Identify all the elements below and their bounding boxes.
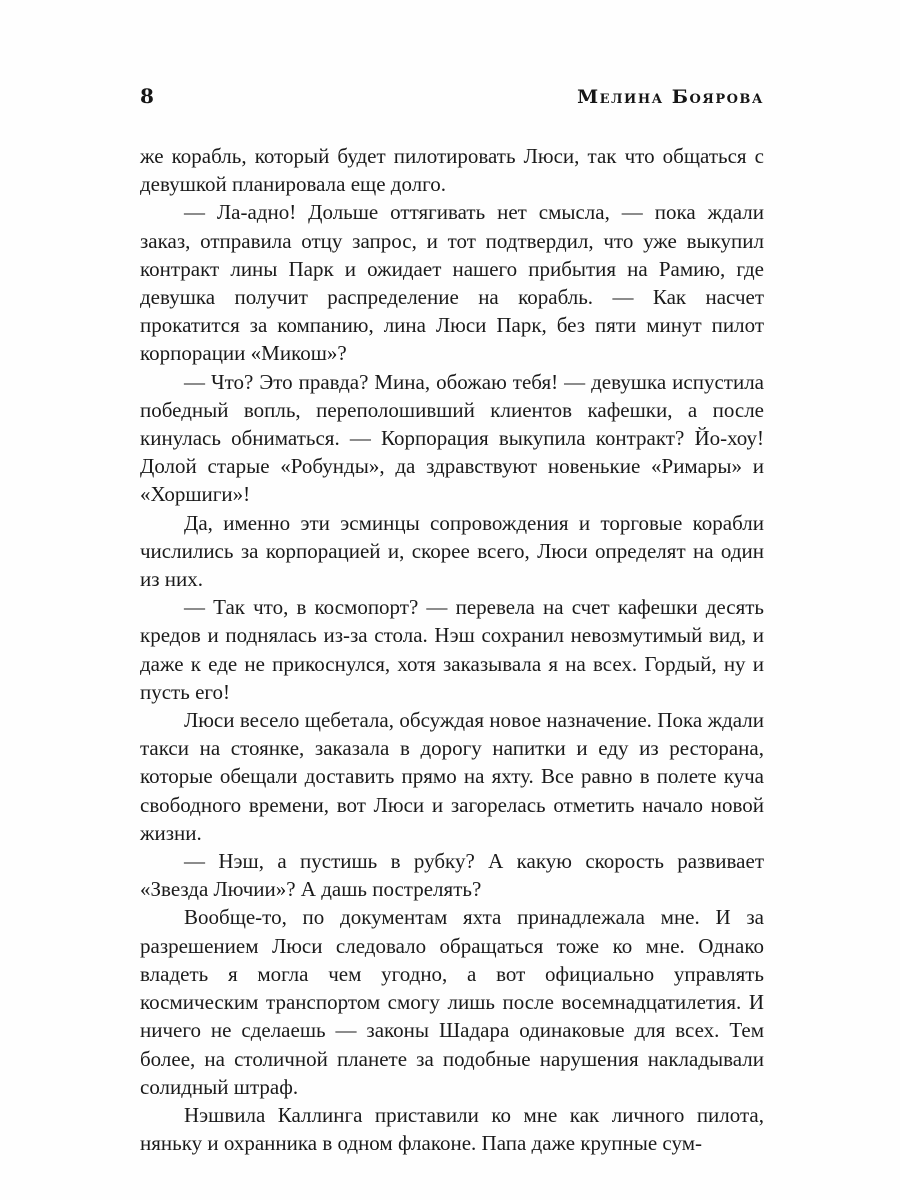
paragraph: Вообще-то, по документам яхта принадлежала мне. И за разрешением Люси следовало обращаться тоже ко мне. Однако владеть я могла чем угодно, а вот официально управлять космическим транспортом смогу лишь после восемнадцатилетия. И ничего не сделаешь — законы Шадара одинаковые для всех. Тем более, на столичной планете за подобные нарушения накладывали солидный штраф. bbox=[140, 905, 764, 1099]
paragraph: Люси весело щебетала, обсуждая новое назначение. Пока ждали такси на стоянке, заказала в дорогу напитки и еду из ресторана, которые обещали доставить прямо на яхту. Все равно в полете куча свободного времени, вот Люси и загорелась отметить начало новой жизни. bbox=[140, 708, 764, 845]
page-header bbox=[140, 84, 764, 108]
running-head-author: Мелина Боярова bbox=[577, 86, 764, 108]
body-text bbox=[140, 142, 764, 1157]
paragraph: — Нэш, а пустишь в рубку? А какую скорость развивает «Звезда Лючии»? А дашь пострелять? bbox=[140, 849, 764, 902]
paragraph: — Ла-адно! Дольше оттягивать нет смысла, — пока ждали заказ, отправила отцу запрос, и тот подтвердил, что уже выкупил контракт лины Парк и ожидает нашего прибытия на Рамию, где девушка получит распределение на корабль. — Как насчет прокатится за компанию, лина Люси Парк, без пяти минут пилот корпорации «Микош»? bbox=[140, 200, 764, 366]
page-number: 8 bbox=[140, 84, 155, 108]
paragraph: же корабль, который будет пилотировать Люси, так что общаться с девушкой планировала еще долго. bbox=[140, 144, 764, 197]
paragraph: — Так что, в космопорт? — перевела на счет кафешки десять кредов и поднялась из-за стола. Нэш сохранил невозмутимый вид, и даже к еде не прикоснулся, хотя заказывала я на всех. Гордый, ну и пусть его! bbox=[140, 595, 764, 704]
paragraph: Нэшвила Каллинга приставили ко мне как личного пилота, няньку и охранника в одном флаконе. Папа даже крупные сум- bbox=[140, 1102, 764, 1156]
paragraph: — Что? Это правда? Мина, обожаю тебя! — девушка испустила победный вопль, переполошивший клиентов кафешки, а после кинулась обниматься. — Корпорация выкупила контракт? Йо-хоу! Долой старые «Робунды», да здравствуют новенькие «Римары» и «Хоршиги»! bbox=[140, 369, 764, 507]
paragraph: Да, именно эти эсминцы сопровождения и торговые корабли числились за корпорацией и, скорее всего, Люси определят на один из них. bbox=[140, 510, 764, 592]
